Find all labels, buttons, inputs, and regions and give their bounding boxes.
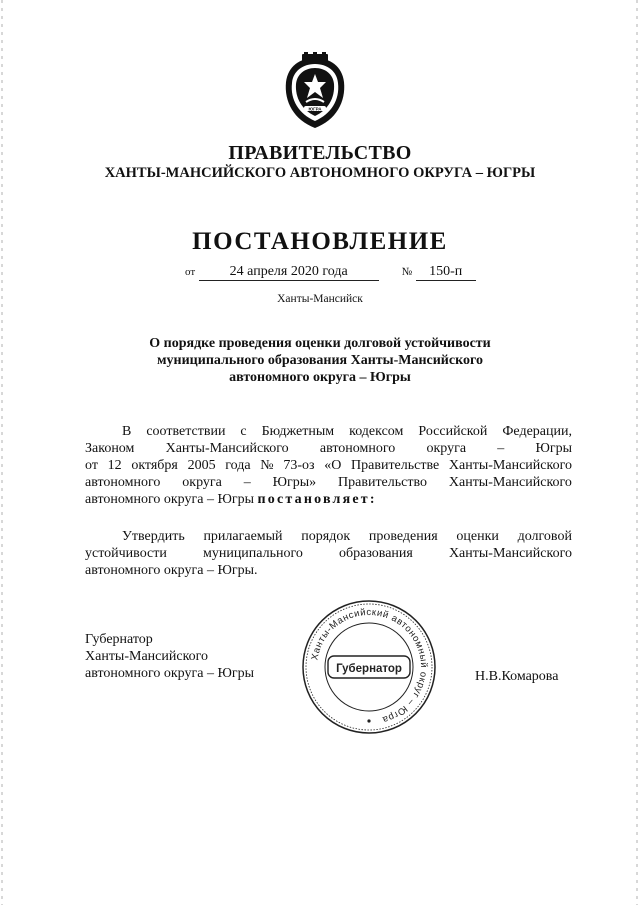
subject-line: муниципального образования Ханты-Мансийского: [157, 353, 483, 368]
paragraph-line: [85, 440, 572, 457]
word: 12: [107, 458, 122, 473]
word: округа: [182, 475, 222, 490]
emblem-label: ЮГРА: [308, 106, 322, 112]
word: прилагаемый: [203, 529, 283, 544]
subject-line: О порядке проведения оценки долговой устойчивости: [149, 336, 491, 351]
word: «О: [324, 458, 342, 473]
paragraph-line: [85, 474, 572, 491]
subject-line: автономного округа – Югры: [229, 370, 411, 385]
word: Законом: [85, 441, 135, 456]
scan-edge-left: [1, 0, 3, 905]
signer-title-line: Ханты-Мансийского: [85, 649, 209, 664]
word: октября: [131, 458, 178, 473]
official-stamp-seal: [300, 598, 438, 736]
word: Ханты-Мансийского: [448, 475, 572, 490]
word: –: [497, 441, 505, 456]
signer-title: [85, 631, 254, 682]
paragraph-line: [85, 423, 572, 440]
paragraph-line: [85, 457, 572, 474]
word: Правительстве: [351, 458, 440, 473]
paragraph-line: [85, 562, 572, 579]
signer-name: Н.В.Комарова: [475, 669, 559, 684]
signer-title-line: автономного округа – Югры: [85, 666, 254, 681]
region-title: ХАНТЫ-МАНСИЙСКОГО АВТОНОМНОГО ОКРУГА – ЮГРЫ: [104, 165, 536, 181]
word: №: [260, 458, 274, 473]
government-title: ПРАВИТЕЛЬСТВО: [228, 142, 412, 164]
scan-edge-right: [636, 0, 638, 905]
coat-of-arms-emblem-icon: [280, 52, 350, 132]
word: муниципального: [202, 546, 303, 561]
date-number-line: [185, 263, 476, 281]
stamp-center-text: Губернатор: [336, 663, 402, 675]
document-date: 24 апреля 2020 года: [199, 263, 379, 281]
paragraph-text: автономного округа – Югры.: [85, 563, 258, 578]
word: долговой: [517, 529, 572, 544]
word: с: [240, 424, 247, 439]
word: оценки: [456, 529, 499, 544]
preamble-paragraph: [85, 423, 572, 508]
word: Федерации,: [502, 424, 572, 439]
word: Ханты-Мансийского: [448, 458, 572, 473]
number-prefix: №: [401, 266, 413, 278]
word: Ханты-Мансийского: [165, 441, 289, 456]
document-number: 150-п: [416, 263, 476, 281]
resolution-paragraph: [85, 528, 572, 579]
word: 73-оз: [283, 458, 315, 473]
word: Югры: [535, 441, 572, 456]
paragraph-line: [85, 491, 572, 508]
word: 2005: [187, 458, 216, 473]
stamp-ring-text: Ханты-Мансийский автономный округ – Югра: [309, 606, 430, 726]
word: от: [85, 458, 98, 473]
word: порядок: [301, 529, 351, 544]
paragraph-line: [85, 545, 572, 562]
signer-title-line: Губернатор: [85, 632, 153, 647]
date-prefix: от: [185, 266, 196, 278]
document-subject: [0, 335, 640, 386]
word: года: [225, 458, 251, 473]
word: автономного: [85, 475, 161, 490]
word: –: [243, 475, 251, 490]
city-name: Ханты-Мансийск: [277, 293, 363, 305]
word: Правительство: [338, 475, 427, 490]
word: округа: [426, 441, 467, 456]
word: образования: [338, 546, 413, 561]
word: Ханты-Мансийского: [448, 546, 572, 561]
resolution-keyword: постановляет:: [257, 492, 377, 507]
word: автономного: [319, 441, 396, 456]
word: Югры»: [272, 475, 317, 490]
word: проведения: [368, 529, 438, 544]
word: кодексом: [349, 424, 404, 439]
word: В: [122, 424, 132, 439]
word: Бюджетным: [261, 424, 335, 439]
document-type-title: ПОСТАНОВЛЕНИЕ: [192, 228, 448, 255]
word: Утвердить: [122, 529, 185, 544]
paragraph-text: автономного округа – Югры: [85, 492, 258, 507]
word: соответствии: [146, 424, 226, 439]
word: Российской: [418, 424, 488, 439]
paragraph-line: [85, 528, 572, 545]
word: устойчивости: [85, 546, 167, 561]
